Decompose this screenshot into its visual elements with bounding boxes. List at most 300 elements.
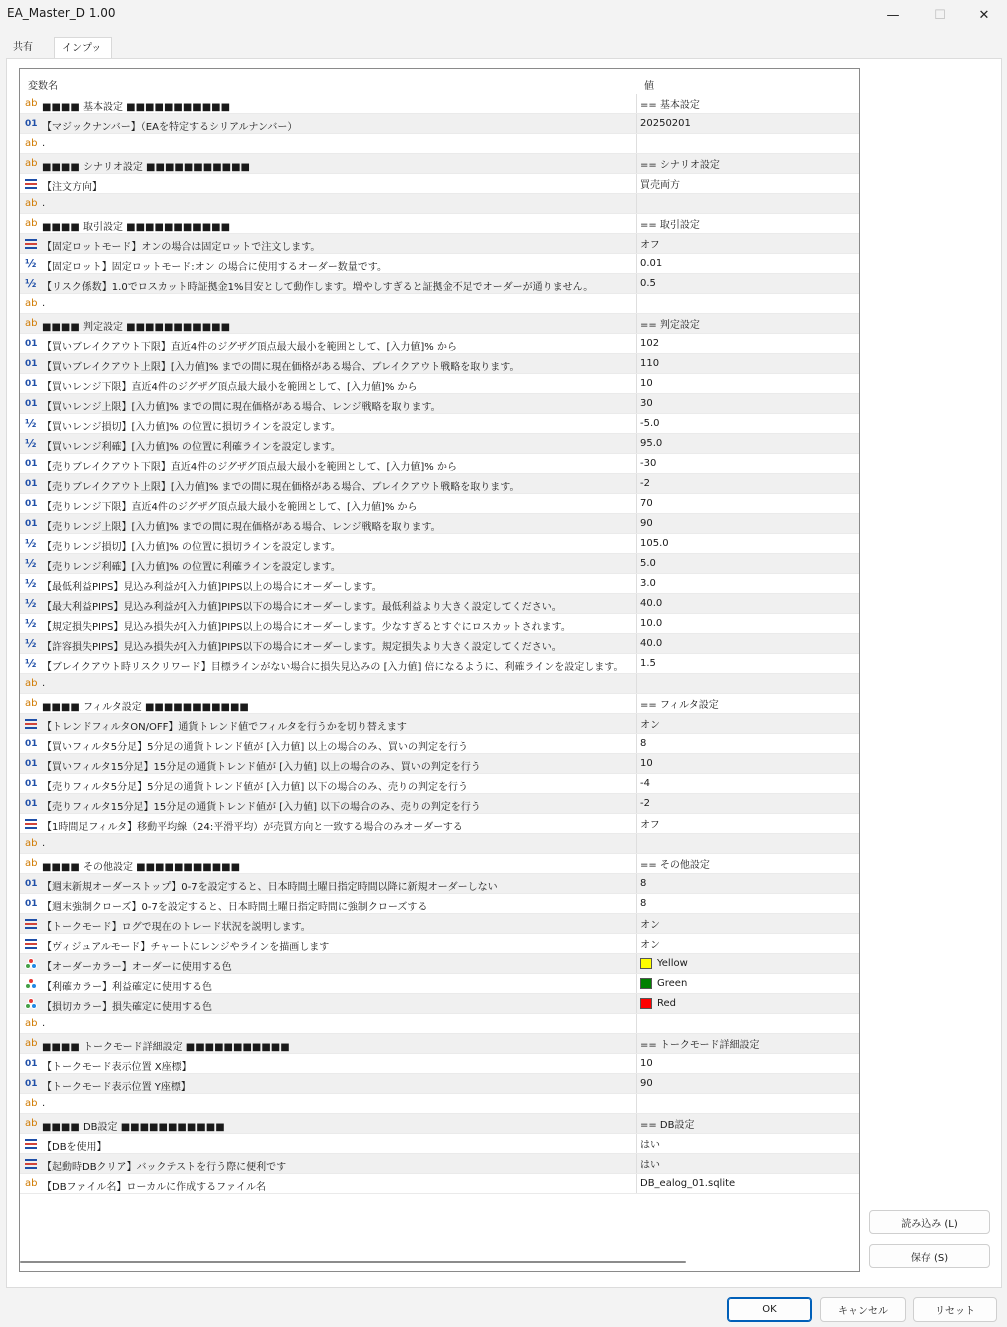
variable-value-label: オフ bbox=[640, 240, 660, 251]
variable-value-cell[interactable] bbox=[640, 834, 859, 853]
variable-name-cell[interactable] bbox=[20, 574, 637, 593]
variable-name-label: ■■■■ トークモード詳細設定 ■■■■■■■■■■■ bbox=[42, 1042, 290, 1053]
variable-value-cell[interactable] bbox=[640, 914, 859, 933]
variable-value-label: -5.0 bbox=[640, 418, 660, 429]
string-type-icon: ab bbox=[25, 1118, 38, 1129]
variable-name-label: 【利確カラー】利益確定に使用する色 bbox=[42, 982, 212, 993]
variable-value-cell[interactable] bbox=[640, 874, 859, 893]
variable-name-cell[interactable] bbox=[20, 394, 637, 413]
variable-value-cell[interactable] bbox=[640, 954, 859, 973]
variable-value-cell[interactable] bbox=[640, 314, 859, 333]
variable-value-cell[interactable] bbox=[640, 774, 859, 793]
table-row[interactable] bbox=[20, 514, 859, 534]
variable-name-cell[interactable] bbox=[20, 874, 637, 893]
variable-name-cell[interactable] bbox=[20, 274, 637, 293]
table-row[interactable] bbox=[20, 874, 859, 894]
variable-value-cell[interactable] bbox=[640, 474, 859, 493]
string-type-icon: ab bbox=[25, 318, 38, 329]
variable-name-cell[interactable] bbox=[20, 214, 637, 233]
table-row[interactable] bbox=[20, 794, 859, 814]
variable-value-cell[interactable] bbox=[640, 554, 859, 573]
variable-name-cell[interactable] bbox=[20, 1114, 637, 1133]
header-variable-name[interactable]: 変数名 bbox=[28, 81, 58, 92]
variable-value-cell[interactable] bbox=[640, 334, 859, 353]
variable-value-cell[interactable] bbox=[640, 934, 859, 953]
table-row[interactable] bbox=[20, 634, 859, 654]
string-type-icon: ab bbox=[25, 218, 38, 229]
table-row[interactable] bbox=[20, 454, 859, 474]
table-row[interactable] bbox=[20, 914, 859, 934]
variable-value-cell[interactable] bbox=[640, 754, 859, 773]
table-row[interactable] bbox=[20, 534, 859, 554]
variable-name-cell[interactable] bbox=[20, 834, 637, 853]
table-row[interactable] bbox=[20, 494, 859, 514]
variable-value-cell[interactable] bbox=[640, 974, 859, 993]
table-row[interactable] bbox=[20, 154, 859, 174]
variable-name-cell[interactable] bbox=[20, 754, 637, 773]
variable-name-cell[interactable] bbox=[20, 174, 637, 193]
variable-name-label: . bbox=[42, 838, 46, 849]
variable-value-cell[interactable] bbox=[640, 534, 859, 553]
variable-value-label: 10.0 bbox=[640, 618, 663, 629]
load-button[interactable]: 読み込み (L) bbox=[869, 1210, 990, 1234]
variable-name-cell[interactable] bbox=[20, 134, 637, 153]
table-row[interactable] bbox=[20, 234, 859, 254]
variable-value-label: == 取引設定 bbox=[640, 220, 700, 231]
integer-type-icon: 01 bbox=[25, 459, 38, 469]
table-row[interactable] bbox=[20, 1094, 859, 1114]
variable-name-label: 【トークモード表示位置 X座標】 bbox=[42, 1062, 192, 1073]
integer-type-icon: 01 bbox=[25, 379, 38, 389]
string-type-icon: ab bbox=[25, 158, 38, 169]
variable-name-cell[interactable] bbox=[20, 934, 637, 953]
table-row[interactable] bbox=[20, 1154, 859, 1174]
variable-value-cell[interactable] bbox=[640, 894, 859, 913]
variable-name-cell[interactable] bbox=[20, 854, 637, 873]
variable-name-cell[interactable] bbox=[20, 954, 637, 973]
tab-inputs[interactable]: インプッ bbox=[54, 37, 112, 59]
variable-name-cell[interactable] bbox=[20, 454, 637, 473]
table-row[interactable] bbox=[20, 574, 859, 594]
string-type-icon: ab bbox=[25, 138, 38, 149]
variable-value-cell[interactable] bbox=[640, 214, 859, 233]
variable-name-cell[interactable] bbox=[20, 1174, 637, 1193]
variable-value-cell[interactable] bbox=[640, 574, 859, 593]
variable-name-cell[interactable] bbox=[20, 514, 637, 533]
variable-value-cell[interactable] bbox=[640, 1034, 859, 1053]
table-row[interactable] bbox=[20, 254, 859, 274]
variable-name-label: ■■■■ DB設定 ■■■■■■■■■■■ bbox=[42, 1122, 225, 1133]
variable-value-cell[interactable] bbox=[640, 294, 859, 313]
variable-name-cell[interactable] bbox=[20, 154, 637, 173]
variable-value-label: 3.0 bbox=[640, 578, 656, 589]
variable-name-cell[interactable] bbox=[20, 594, 637, 613]
variable-name-cell[interactable] bbox=[20, 1134, 637, 1153]
variable-name-label: ■■■■ 基本設定 ■■■■■■■■■■■ bbox=[42, 102, 231, 113]
variable-value-label: -2 bbox=[640, 478, 650, 489]
variable-value-label: 95.0 bbox=[640, 438, 663, 449]
variable-value-cell[interactable] bbox=[640, 1174, 859, 1193]
variable-value-cell[interactable] bbox=[640, 854, 859, 873]
variable-value-cell[interactable] bbox=[640, 634, 859, 653]
inputs-grid bbox=[19, 68, 860, 1272]
variable-name-cell[interactable] bbox=[20, 254, 637, 273]
variable-name-cell[interactable] bbox=[20, 234, 637, 253]
table-row[interactable] bbox=[20, 1054, 859, 1074]
variable-name-cell[interactable] bbox=[20, 114, 637, 133]
variable-value-cell[interactable] bbox=[640, 614, 859, 633]
enum-type-icon bbox=[25, 819, 37, 829]
variable-name-cell[interactable] bbox=[20, 714, 637, 733]
table-row[interactable] bbox=[20, 134, 859, 154]
variable-name-cell[interactable] bbox=[20, 534, 637, 553]
variable-value-label: 10 bbox=[640, 1058, 653, 1069]
variable-name-label: 【固定ロット】固定ロットモード:オン の場合に使用するオーダー数量です。 bbox=[42, 262, 387, 273]
variable-name-cell[interactable] bbox=[20, 314, 637, 333]
string-type-icon: ab bbox=[25, 678, 38, 689]
variable-name-label: 【起動時DBクリア】バックテストを行う際に便利です bbox=[42, 1162, 287, 1173]
table-row[interactable] bbox=[20, 954, 859, 974]
table-row[interactable] bbox=[20, 854, 859, 874]
variable-value-label: 90 bbox=[640, 518, 653, 529]
variable-name-cell[interactable] bbox=[20, 1154, 637, 1173]
variable-name-cell[interactable] bbox=[20, 994, 637, 1013]
variable-name-cell[interactable] bbox=[20, 774, 637, 793]
double-type-icon: ½ bbox=[25, 617, 37, 630]
variable-value-label: DB_ealog_01.sqlite bbox=[640, 1178, 736, 1189]
table-row[interactable] bbox=[20, 554, 859, 574]
variable-value-cell[interactable] bbox=[640, 514, 859, 533]
variable-name-label: 【注文方向】 bbox=[42, 182, 102, 193]
tab-shared[interactable]: 共有 bbox=[13, 42, 33, 53]
variable-value-cell[interactable] bbox=[640, 734, 859, 753]
variable-value-label: 30 bbox=[640, 398, 653, 409]
variable-value-label: オン bbox=[640, 720, 660, 731]
variable-value-cell[interactable] bbox=[640, 354, 859, 373]
variable-value-cell[interactable] bbox=[640, 594, 859, 613]
table-row[interactable] bbox=[20, 934, 859, 954]
double-type-icon: ½ bbox=[25, 637, 37, 650]
variable-name-label: . bbox=[42, 198, 46, 209]
variable-value-label: == トークモード詳細設定 bbox=[640, 1040, 760, 1051]
variable-value-cell[interactable] bbox=[640, 1154, 859, 1173]
variable-value-cell[interactable] bbox=[640, 434, 859, 453]
variable-value-label: 70 bbox=[640, 498, 653, 509]
variable-name-cell[interactable] bbox=[20, 554, 637, 573]
variable-name-label: 【売りレンジ損切】[入力値]% の位置に損切ラインを設定します。 bbox=[42, 542, 341, 553]
variable-value-cell[interactable] bbox=[640, 994, 859, 1013]
variable-name-label: 【売りブレイクアウト下限】直近4件のジグザグ頂点最大最小を範囲として、[入力値]% から bbox=[42, 462, 457, 473]
table-row[interactable] bbox=[20, 374, 859, 394]
integer-type-icon: 01 bbox=[25, 339, 38, 349]
table-row[interactable] bbox=[20, 594, 859, 614]
variable-name-cell[interactable] bbox=[20, 894, 637, 913]
variable-value-label: == DB設定 bbox=[640, 1120, 695, 1131]
variable-value-cell[interactable] bbox=[640, 114, 859, 133]
variable-name-label: ■■■■ 取引設定 ■■■■■■■■■■■ bbox=[42, 222, 231, 233]
variable-name-cell[interactable] bbox=[20, 194, 637, 213]
color-swatch bbox=[640, 998, 652, 1009]
variable-value-cell[interactable] bbox=[640, 1054, 859, 1073]
variable-name-label: 【買いレンジ下限】直近4件のジグザグ頂点最大最小を範囲として、[入力値]% から bbox=[42, 382, 418, 393]
variable-value-label: == 基本設定 bbox=[640, 100, 700, 111]
variable-name-label: 【売りブレイクアウト上限】[入力値]% までの間に現在価格がある場合、ブレイクアウト戦略を取ります。 bbox=[42, 482, 520, 493]
grid-rows bbox=[20, 94, 859, 1194]
variable-name-cell[interactable] bbox=[20, 354, 637, 373]
grid-header bbox=[20, 69, 859, 94]
variable-name-cell[interactable] bbox=[20, 614, 637, 633]
variable-name-cell[interactable] bbox=[20, 914, 637, 933]
variable-value-label: Green bbox=[657, 978, 688, 989]
variable-name-cell[interactable] bbox=[20, 334, 637, 353]
variable-name-label: 【1時間足フィルタ】移動平均線（24:平滑平均）が売買方向と一致する場合のみオーダーする bbox=[42, 822, 463, 833]
double-type-icon: ½ bbox=[25, 257, 37, 270]
variable-value-label: 40.0 bbox=[640, 638, 663, 649]
variable-value-cell[interactable] bbox=[640, 654, 859, 673]
table-row[interactable] bbox=[20, 294, 859, 314]
table-row[interactable] bbox=[20, 414, 859, 434]
variable-value-label: Yellow bbox=[657, 958, 688, 969]
table-row[interactable] bbox=[20, 754, 859, 774]
variable-name-cell[interactable] bbox=[20, 94, 637, 113]
variable-value-label: オン bbox=[640, 920, 660, 931]
table-row[interactable] bbox=[20, 694, 859, 714]
string-type-icon: ab bbox=[25, 858, 38, 869]
variable-value-cell[interactable] bbox=[640, 194, 859, 213]
variable-name-label: 【買いフィルタ15分足】15分足の通貨トレンド値が [入力値] 以上の場合のみ、買いの判定を行う bbox=[42, 762, 481, 773]
variable-name-cell[interactable] bbox=[20, 1014, 637, 1033]
variable-name-label: 【週末新規オーダーストップ】0-7を設定すると、日本時間土曜日指定時間以降に新規オーダーしない bbox=[42, 882, 498, 893]
variable-value-label: 8 bbox=[640, 898, 647, 909]
variable-name-label: 【オーダーカラー】オーダーに使用する色 bbox=[42, 962, 232, 973]
integer-type-icon: 01 bbox=[25, 879, 38, 889]
table-row[interactable] bbox=[20, 194, 859, 214]
variable-value-cell[interactable] bbox=[640, 1134, 859, 1153]
title-bar bbox=[0, 0, 1007, 30]
variable-value-label: Red bbox=[657, 998, 676, 1009]
variable-name-cell[interactable] bbox=[20, 294, 637, 313]
variable-value-label: == シナリオ設定 bbox=[640, 160, 720, 171]
table-row[interactable] bbox=[20, 1034, 859, 1054]
variable-name-cell[interactable] bbox=[20, 374, 637, 393]
table-row[interactable] bbox=[20, 714, 859, 734]
enum-type-icon bbox=[25, 1159, 37, 1169]
horizontal-scrollbar[interactable] bbox=[20, 1261, 686, 1263]
integer-type-icon: 01 bbox=[25, 479, 38, 489]
integer-type-icon: 01 bbox=[25, 799, 38, 809]
variable-name-cell[interactable] bbox=[20, 654, 637, 673]
variable-name-cell[interactable] bbox=[20, 414, 637, 433]
variable-name-label: 【DBを使用】 bbox=[42, 1142, 107, 1153]
variable-name-cell[interactable] bbox=[20, 634, 637, 653]
color-swatch bbox=[640, 958, 652, 969]
string-type-icon: ab bbox=[25, 1098, 38, 1109]
double-type-icon: ½ bbox=[25, 537, 37, 550]
variable-value-cell[interactable] bbox=[640, 454, 859, 473]
cancel-button[interactable]: キャンセル bbox=[820, 1297, 906, 1322]
integer-type-icon: 01 bbox=[25, 499, 38, 509]
variable-value-cell[interactable] bbox=[640, 714, 859, 733]
variable-value-label: 0.01 bbox=[640, 258, 663, 269]
table-row[interactable] bbox=[20, 94, 859, 114]
integer-type-icon: 01 bbox=[25, 359, 38, 369]
variable-value-cell[interactable] bbox=[640, 1074, 859, 1093]
table-row[interactable] bbox=[20, 174, 859, 194]
color-type-icon bbox=[25, 978, 37, 990]
table-row[interactable] bbox=[20, 1134, 859, 1154]
table-row[interactable] bbox=[20, 394, 859, 414]
variable-name-cell[interactable] bbox=[20, 1094, 637, 1113]
variable-name-label: 【DBファイル名】ローカルに作成するファイル名 bbox=[42, 1182, 266, 1193]
variable-name-label: 【固定ロットモード】オンの場合は固定ロットで注文します。 bbox=[42, 242, 321, 253]
enum-type-icon bbox=[25, 719, 37, 729]
variable-value-label: 0.5 bbox=[640, 278, 656, 289]
header-value[interactable]: 値 bbox=[644, 81, 654, 92]
string-type-icon: ab bbox=[25, 298, 38, 309]
variable-value-cell[interactable] bbox=[640, 694, 859, 713]
variable-name-cell[interactable] bbox=[20, 814, 637, 833]
variable-value-cell[interactable] bbox=[640, 174, 859, 193]
variable-value-cell[interactable] bbox=[640, 494, 859, 513]
variable-value-cell[interactable] bbox=[640, 674, 859, 693]
variable-value-label: == 判定設定 bbox=[640, 320, 700, 331]
table-row[interactable] bbox=[20, 994, 859, 1014]
enum-type-icon bbox=[25, 919, 37, 929]
variable-value-cell[interactable] bbox=[640, 814, 859, 833]
close-button[interactable]: ✕ bbox=[978, 7, 990, 23]
variable-value-cell[interactable] bbox=[640, 1114, 859, 1133]
variable-name-label: 【売りレンジ利確】[入力値]% の位置に利確ラインを設定します。 bbox=[42, 562, 341, 573]
variable-value-cell[interactable] bbox=[640, 134, 859, 153]
variable-name-label: 【買いフィルタ5分足】5分足の通貨トレンド値が [入力値] 以上の場合のみ、買いの判定を行う bbox=[42, 742, 469, 753]
variable-name-cell[interactable] bbox=[20, 1054, 637, 1073]
variable-value-cell[interactable] bbox=[640, 234, 859, 253]
variable-value-cell[interactable] bbox=[640, 254, 859, 273]
variable-name-cell[interactable] bbox=[20, 474, 637, 493]
variable-value-label: 102 bbox=[640, 338, 660, 349]
variable-value-cell[interactable] bbox=[640, 374, 859, 393]
variable-name-label: 【買いレンジ損切】[入力値]% の位置に損切ラインを設定します。 bbox=[42, 422, 341, 433]
variable-value-cell[interactable] bbox=[640, 394, 859, 413]
minimize-button[interactable]: — bbox=[886, 7, 900, 23]
variable-name-label: 【週末強制クローズ】0-7を設定すると、日本時間土曜日指定時間に強制クローズする bbox=[42, 902, 428, 913]
variable-name-cell[interactable] bbox=[20, 694, 637, 713]
color-swatch bbox=[640, 978, 652, 989]
table-row[interactable] bbox=[20, 1174, 859, 1194]
table-row[interactable] bbox=[20, 434, 859, 454]
table-row[interactable] bbox=[20, 314, 859, 334]
variable-value-label: 110 bbox=[640, 358, 660, 369]
variable-value-cell[interactable] bbox=[640, 414, 859, 433]
variable-value-label: 1.5 bbox=[640, 658, 656, 669]
variable-name-label: 【最低利益PIPS】見込み利益が[入力値]PIPS以上の場合にオーダーします。 bbox=[42, 582, 382, 593]
enum-type-icon bbox=[25, 179, 37, 189]
double-type-icon: ½ bbox=[25, 437, 37, 450]
integer-type-icon: 01 bbox=[25, 739, 38, 749]
table-row[interactable] bbox=[20, 214, 859, 234]
integer-type-icon: 01 bbox=[25, 779, 38, 789]
variable-name-cell[interactable] bbox=[20, 1074, 637, 1093]
variable-name-label: 【買いブレイクアウト下限】直近4件のジグザグ頂点最大最小を範囲として、[入力値]% から bbox=[42, 342, 457, 353]
double-type-icon: ½ bbox=[25, 577, 37, 590]
integer-type-icon: 01 bbox=[25, 899, 38, 909]
variable-value-label: オフ bbox=[640, 820, 660, 831]
double-type-icon: ½ bbox=[25, 597, 37, 610]
table-row[interactable] bbox=[20, 614, 859, 634]
variable-name-label: 【最大利益PIPS】見込み利益が[入力値]PIPS以下の場合にオーダーします。最低利益より大きく設定してください。 bbox=[42, 602, 562, 613]
variable-name-cell[interactable] bbox=[20, 794, 637, 813]
variable-name-label: ■■■■ フィルタ設定 ■■■■■■■■■■■ bbox=[42, 702, 249, 713]
variable-value-label: -2 bbox=[640, 798, 650, 809]
integer-type-icon: 01 bbox=[25, 519, 38, 529]
maximize-button[interactable]: ☐ bbox=[934, 7, 946, 23]
variable-value-label: はい bbox=[640, 1140, 660, 1151]
integer-type-icon: 01 bbox=[25, 399, 38, 409]
table-row[interactable] bbox=[20, 114, 859, 134]
save-button[interactable]: 保存 (S) bbox=[869, 1244, 990, 1268]
variable-value-label: -4 bbox=[640, 778, 650, 789]
table-row[interactable] bbox=[20, 354, 859, 374]
table-row[interactable] bbox=[20, 654, 859, 674]
variable-value-cell[interactable] bbox=[640, 794, 859, 813]
table-row[interactable] bbox=[20, 674, 859, 694]
table-row[interactable] bbox=[20, 1014, 859, 1034]
variable-name-cell[interactable] bbox=[20, 674, 637, 693]
table-row[interactable] bbox=[20, 334, 859, 354]
variable-name-cell[interactable] bbox=[20, 974, 637, 993]
reset-button[interactable]: リセット bbox=[913, 1297, 997, 1322]
variable-value-cell[interactable] bbox=[640, 154, 859, 173]
variable-value-label: == フィルタ設定 bbox=[640, 700, 719, 711]
variable-name-label: . bbox=[42, 1018, 46, 1029]
variable-name-label: 【規定損失PIPS】見込み損失が[入力値]PIPS以上の場合にオーダーします。少なすぎるとすぐにロスカットされます。 bbox=[42, 622, 571, 633]
integer-type-icon: 01 bbox=[25, 759, 38, 769]
variable-name-cell[interactable] bbox=[20, 434, 637, 453]
color-type-icon bbox=[25, 998, 37, 1010]
table-row[interactable] bbox=[20, 834, 859, 854]
integer-type-icon: 01 bbox=[25, 1059, 38, 1069]
table-row[interactable] bbox=[20, 734, 859, 754]
table-row[interactable] bbox=[20, 974, 859, 994]
table-row[interactable] bbox=[20, 1114, 859, 1134]
table-row[interactable] bbox=[20, 474, 859, 494]
variable-name-label: 【トレンドフィルタON/OFF】通貨トレンド値でフィルタを行うかを切り替えます bbox=[42, 722, 407, 733]
table-row[interactable] bbox=[20, 774, 859, 794]
double-type-icon: ½ bbox=[25, 417, 37, 430]
variable-value-label: はい bbox=[640, 1160, 660, 1171]
table-row[interactable] bbox=[20, 1074, 859, 1094]
enum-type-icon bbox=[25, 1139, 37, 1149]
variable-name-label: 【買いレンジ上限】[入力値]% までの間に現在価格がある場合、レンジ戦略を取ります。 bbox=[42, 402, 441, 413]
variable-name-cell[interactable] bbox=[20, 1034, 637, 1053]
variable-name-label: ■■■■ 判定設定 ■■■■■■■■■■■ bbox=[42, 322, 231, 333]
variable-value-label: オン bbox=[640, 940, 660, 951]
variable-value-label: -30 bbox=[640, 458, 657, 469]
variable-value-label: 105.0 bbox=[640, 538, 669, 549]
table-row[interactable] bbox=[20, 894, 859, 914]
variable-name-cell[interactable] bbox=[20, 494, 637, 513]
variable-value-cell[interactable] bbox=[640, 274, 859, 293]
variable-value-cell[interactable] bbox=[640, 1094, 859, 1113]
table-row[interactable] bbox=[20, 274, 859, 294]
table-row[interactable] bbox=[20, 814, 859, 834]
variable-value-cell[interactable] bbox=[640, 94, 859, 113]
ok-button[interactable]: OK bbox=[727, 1297, 812, 1322]
variable-name-label: . bbox=[42, 138, 46, 149]
variable-value-cell[interactable] bbox=[640, 1014, 859, 1033]
variable-name-cell[interactable] bbox=[20, 734, 637, 753]
string-type-icon: ab bbox=[25, 98, 38, 109]
